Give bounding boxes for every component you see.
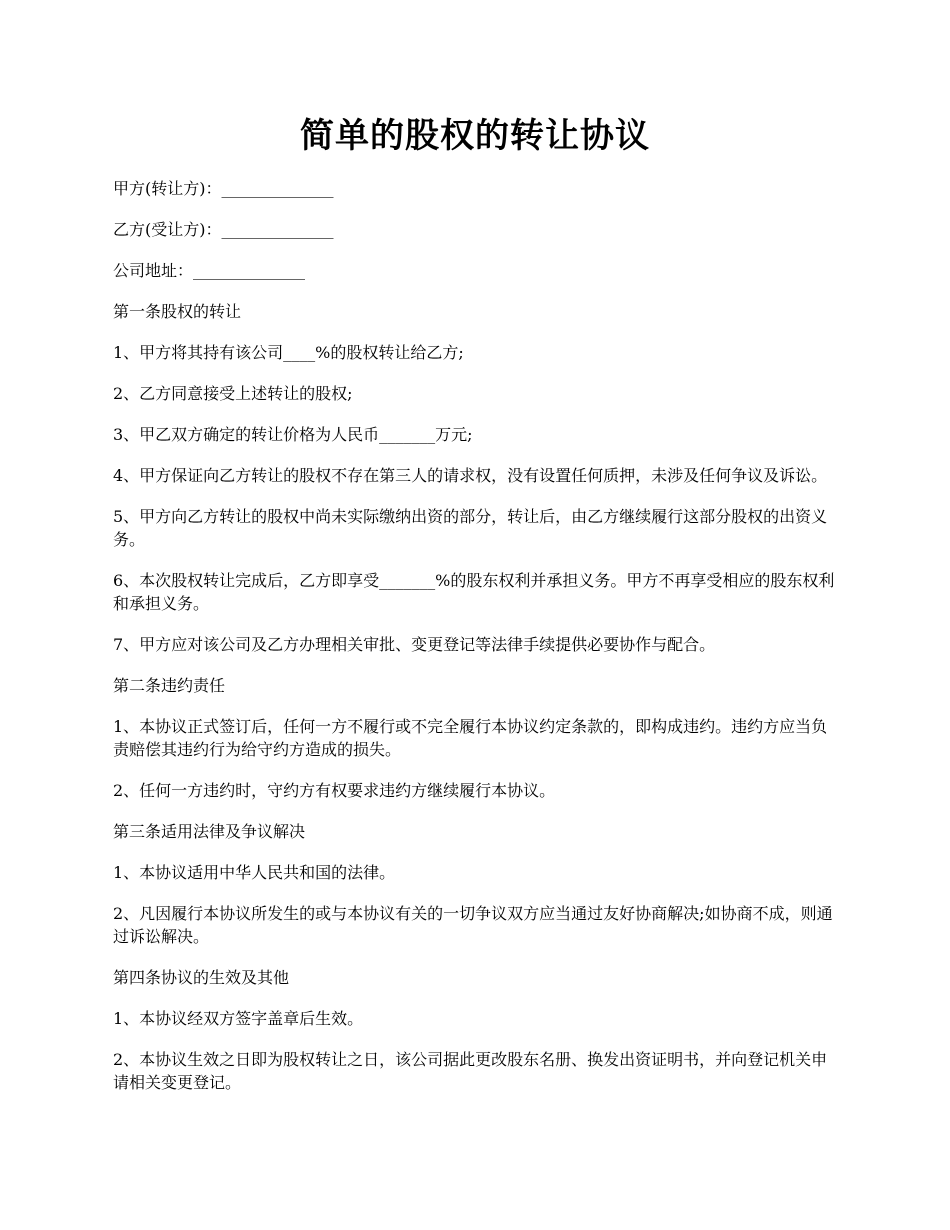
article-3-heading: 第三条适用法律及争议解决 [113,822,306,841]
article-1-clause-1: 1、甲方将其持有该公司____%的股权转让给乙方; [113,343,464,362]
article-2-clause-1: 1、本协议正式签订后，任何一方不履行或不完全履行本协议约定条款的，即构成违约。违约方应当负责赔偿其违约行为给守约方造成的损失。 [113,717,828,759]
article-1-clause-7: 7、甲方应对该公司及乙方办理相关审批、变更登记等法律手续提供必要协作与配合。 [113,635,716,654]
article-3-clause-1: 1、本协议适用中华人民共和国的法律。 [113,863,396,882]
article-1-clause-4: 4、甲方保证向乙方转让的股权不存在第三人的请求权，没有设置任何质押，未涉及任何争议及诉讼。 [113,466,828,485]
article-1-heading: 第一条股权的转让 [113,302,242,321]
article-1-clause-5: 5、甲方向乙方转让的股权中尚未实际缴纳出资的部分，转让后，由乙方继续履行这部分股权的出资义务。 [113,507,828,549]
article-4-clause-1: 1、本协议经双方签字盖章后生效。 [113,1009,364,1028]
article-3-clause-2: 2、凡因履行本协议所发生的或与本协议有关的一切争议双方应当通过友好协商解决;如协商不成，则通过诉讼解决。 [113,904,833,946]
article-4-heading: 第四条协议的生效及其他 [113,968,290,987]
party-a-line: 甲方(转让方)：______________ [113,179,334,198]
article-1-clause-3: 3、甲乙双方确定的转让价格为人民币_______万元; [113,425,473,444]
article-2-heading: 第二条违约责任 [113,676,226,695]
article-1-clause-6: 6、本次股权转让完成后，乙方即享受_______%的股东权利并承担义务。甲方不再享受相应的股东权利和承担义务。 [113,571,835,613]
article-4-clause-2: 2、本协议生效之日即为股权转让之日，该公司据此更改股东名册、换发出资证明书，并向登记机关申请相关变更登记。 [113,1050,828,1092]
party-b-line: 乙方(受让方)：______________ [113,220,334,239]
article-1-clause-2: 2、乙方同意接受上述转让的股权; [113,384,353,403]
document-body [113,177,837,1094]
document-title: 简单的股权的转让协议 [300,116,650,156]
article-2-clause-2: 2、任何一方违约时，守约方有权要求违约方继续履行本协议。 [113,781,556,800]
document-page [113,112,837,1112]
company-address-line: 公司地址：______________ [113,261,306,280]
